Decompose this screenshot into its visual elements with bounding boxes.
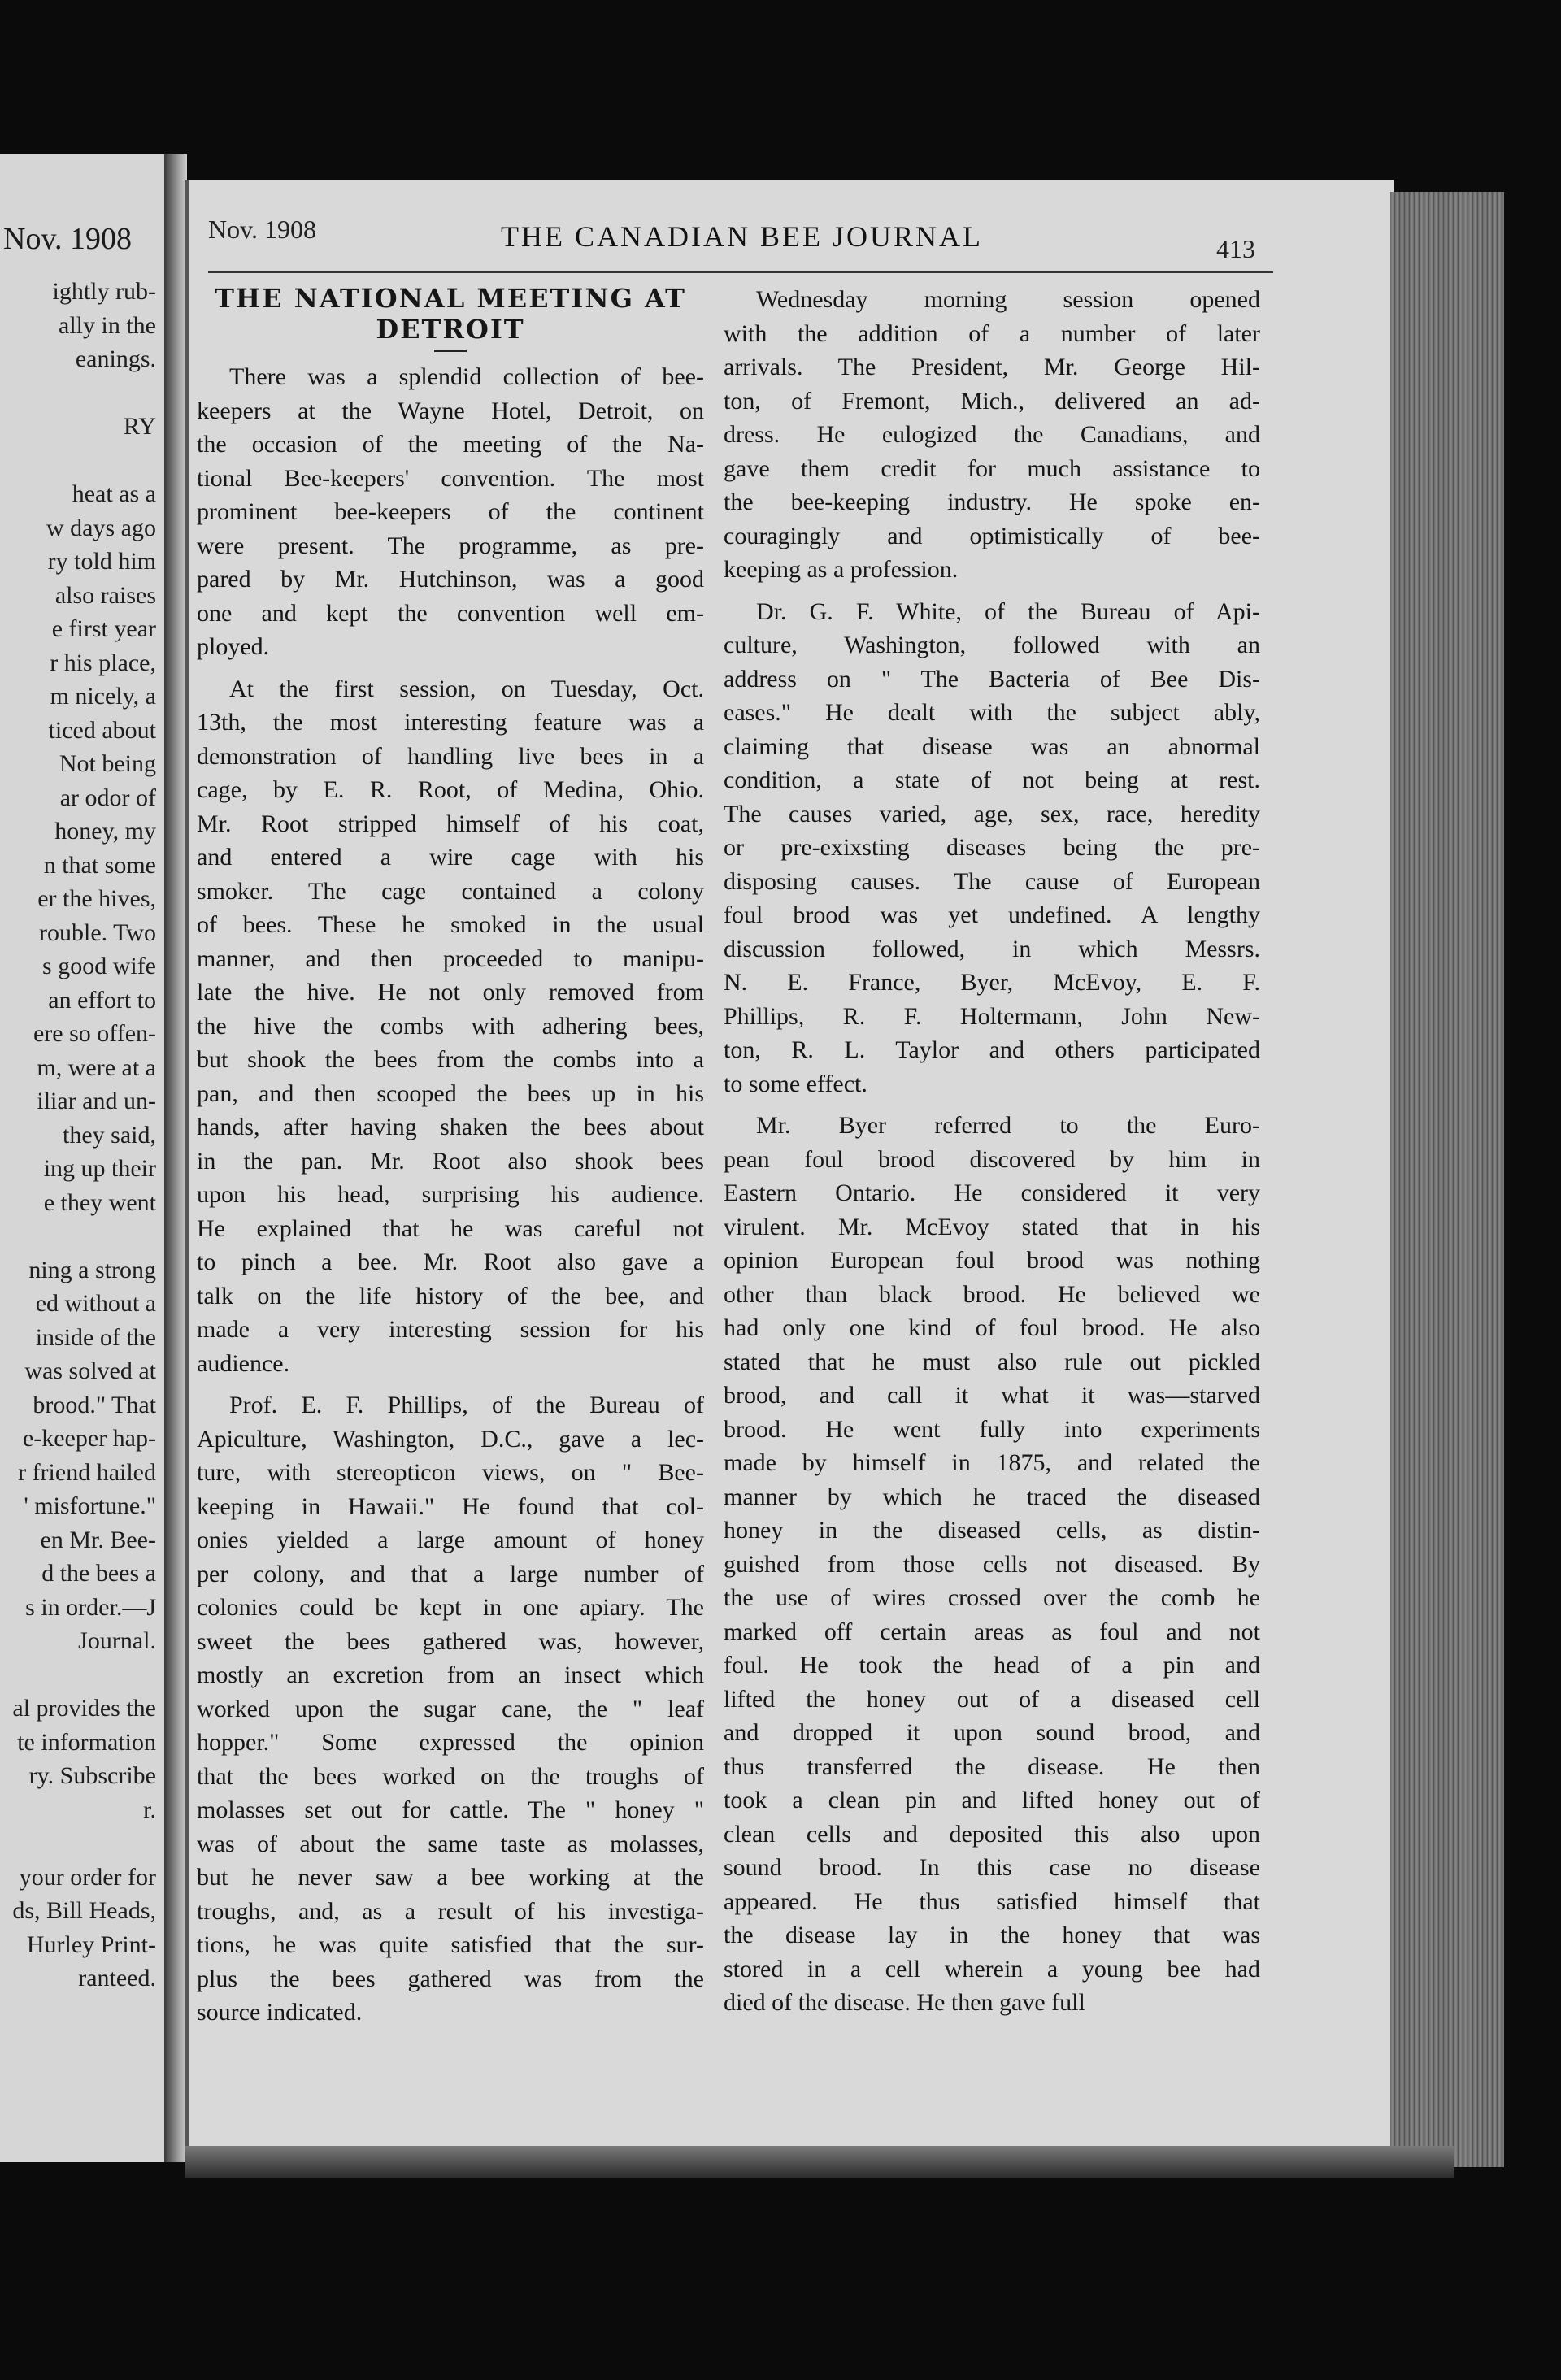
text-line: that the bees worked on the troughs of <box>197 1762 704 1790</box>
left-page-line: ing up their <box>43 1155 156 1182</box>
left-page-line: ds, Bill Heads, <box>12 1897 156 1924</box>
left-page-line: s in order.—J <box>25 1593 156 1621</box>
text-line: took a clean pin and lifted honey out of <box>724 1787 1260 1813</box>
text-line: arrivals. The President, Mr. George Hil- <box>724 354 1260 380</box>
text-line: guished from those cells not diseased. By <box>724 1550 1260 1578</box>
text-line: sound brood. In this case no disease <box>724 1854 1260 1881</box>
left-column-text <box>197 360 704 2030</box>
left-page-line: r friend hailed <box>18 1458 156 1486</box>
left-page-line: ar odor of <box>59 784 156 811</box>
left-page-line: e they went <box>43 1188 156 1216</box>
text-line: made a very interesting session for his <box>197 1316 704 1343</box>
text-line: source indicated. <box>197 1999 363 2026</box>
text-line: talk on the life history of the bee, and <box>197 1282 704 1309</box>
text-line: in the pan. Mr. Root also shook bees <box>197 1147 704 1175</box>
text-line: virulent. Mr. McEvoy stated that in his <box>724 1213 1260 1240</box>
text-line: to some effect. <box>724 1070 867 1097</box>
left-page-line <box>0 1219 159 1253</box>
text-line: claiming that disease was an abnormal <box>724 732 1260 760</box>
text-line: the use of wires crossed over the comb he <box>724 1584 1260 1611</box>
left-page-line: ightly rub- <box>52 278 156 305</box>
left-page-line: m, were at a <box>37 1053 156 1081</box>
text-line: ton, R. L. Taylor and others participated <box>724 1036 1260 1063</box>
left-page-line: al provides the <box>12 1695 156 1722</box>
text-line: other than black brood. He believed we <box>724 1280 1260 1308</box>
text-line: pared by Mr. Hutchinson, was a good <box>197 566 704 593</box>
text-line: worked upon the sugar cane, the " leaf <box>197 1695 704 1722</box>
text-line: audience. <box>197 1349 290 1377</box>
text-line: the hive the combs with adhering bees, <box>197 1012 704 1040</box>
text-line: the bee-keeping industry. He spoke en- <box>724 489 1260 515</box>
text-line: stated that he must also rule out pickled <box>724 1348 1260 1375</box>
text-line: keeping in Hawaii." He found that col- <box>197 1492 704 1520</box>
text-line: foul brood was yet undefined. A lengthy <box>724 901 1260 928</box>
text-line: Apiculture, Washington, D.C., gave a lec- <box>197 1425 704 1453</box>
left-page-line: they said, <box>63 1121 156 1149</box>
left-page-line: ry. Subscribe <box>28 1762 156 1789</box>
text-line: of bees. These he smoked in the usual <box>197 911 704 938</box>
left-page-line: er the hives, <box>37 885 156 912</box>
text-line: stored in a cell wherein a young bee had <box>724 1955 1260 1983</box>
left-page-line: w days ago <box>46 514 156 541</box>
left-page-line: ere so offen- <box>33 1020 156 1047</box>
title-rule <box>434 350 467 352</box>
text-line: keepers at the Wayne Hotel, Detroit, on <box>197 397 704 424</box>
text-line: hopper." Some expressed the opinion <box>197 1729 704 1756</box>
text-line: cage, by E. R. Root, of Medina, Ohio. <box>197 776 704 803</box>
text-line: ture, with stereopticon views, on " Bee- <box>197 1459 704 1486</box>
text-line: late the hive. He not only removed from <box>197 979 704 1005</box>
text-line: demonstration of handling live bees in a <box>197 742 704 770</box>
text-line: tional Bee-keepers' convention. The most <box>197 464 704 492</box>
text-line: Dr. G. F. White, of the Bureau of Api- <box>756 597 1260 625</box>
running-head-date: Nov. 1908 <box>208 215 317 244</box>
text-line: with the addition of a number of later <box>724 319 1260 347</box>
left-page-line: ry told him <box>47 548 156 575</box>
left-page-line: eanings. <box>75 345 156 372</box>
left-page-line: Hurley Print- <box>26 1930 156 1958</box>
text-line: There was a splendid collection of bee- <box>229 363 704 390</box>
text-line: culture, Washington, followed with an <box>724 632 1260 658</box>
left-page-line: inside of the <box>35 1323 156 1351</box>
text-line: dress. He eulogized the Canadians, and <box>724 421 1260 448</box>
text-line: At the first session, on Tuesday, Oct. <box>229 675 704 702</box>
left-page-line: Not being <box>59 750 156 777</box>
left-page-line: en Mr. Bee- <box>40 1526 156 1553</box>
text-line: pan, and then scooped the bees up in his <box>197 1079 704 1107</box>
text-line: manner by which he traced the diseased <box>724 1483 1260 1510</box>
left-page-line: ally in the <box>59 311 156 339</box>
text-line: appeared. He thus satisfied himself that <box>724 1887 1260 1915</box>
text-line: ployed. <box>197 633 270 660</box>
left-column <box>197 283 704 2030</box>
book-bottom-edge <box>185 2146 1454 2178</box>
text-line: He explained that he was careful not <box>197 1214 704 1242</box>
text-line: hands, after having shaken the bees about <box>197 1114 704 1140</box>
text-line: but he never saw a bee working at the <box>197 1864 704 1891</box>
left-page-line: an effort to <box>48 986 156 1014</box>
left-page-line <box>0 1826 159 1861</box>
text-line: honey in the diseased cells, as distin- <box>724 1517 1260 1544</box>
left-page-line: your order for <box>19 1863 156 1891</box>
text-line: died of the disease. He then gave full <box>724 1989 1085 2016</box>
left-page-line: ed without a <box>35 1290 156 1317</box>
text-line: disposing causes. The cause of European <box>724 867 1260 895</box>
page-number: 413 <box>1216 234 1255 263</box>
text-line: to pinch a bee. Mr. Root also gave a <box>197 1249 704 1275</box>
article-title-line2: DETROIT <box>376 314 525 345</box>
left-page-line: te information <box>17 1728 156 1756</box>
left-page-line: e-keeper hap- <box>22 1425 156 1452</box>
text-line: sweet the bees gathered was, however, <box>197 1627 704 1655</box>
text-line: Wednesday morning session opened <box>756 286 1260 313</box>
text-line: Eastern Ontario. He considered it very <box>724 1179 1260 1206</box>
book-page-edges <box>1390 192 1504 2167</box>
text-line: Mr. Root stripped himself of his coat, <box>197 810 704 837</box>
left-page-line <box>0 444 159 478</box>
running-head-journal-title: THE CANADIAN BEE JOURNAL <box>501 220 983 253</box>
text-line: the disease lay in the honey that was <box>724 1922 1260 1948</box>
text-line: the occasion of the meeting of the Na- <box>197 431 704 458</box>
text-line: Phillips, R. F. Holtermann, John New- <box>724 1002 1260 1030</box>
right-column <box>724 283 1260 2020</box>
left-page-line: ranteed. <box>78 1965 156 1991</box>
left-page-line: s good wife <box>42 953 156 979</box>
text-line: per colony, and that a large number of <box>197 1560 704 1587</box>
text-line: made by himself in 1875, and related the <box>724 1449 1260 1476</box>
text-line: mostly an excretion from an insect which <box>197 1661 704 1688</box>
text-line: 13th, the most interesting feature was a <box>197 709 704 736</box>
text-line: foul. He took the head of a pin and <box>724 1652 1260 1679</box>
text-line: couragingly and optimistically of bee- <box>724 522 1260 549</box>
left-page-line: rouble. Two <box>39 919 156 946</box>
left-page-line: e first year <box>51 615 156 642</box>
left-page-line: iliar and un- <box>37 1088 156 1114</box>
right-column-text <box>724 283 1260 2020</box>
left-page-line: ning a strong <box>28 1256 156 1283</box>
text-line: smoker. The cage contained a colony <box>197 877 704 905</box>
left-page-line <box>0 376 159 410</box>
text-line: N. E. France, Byer, McEvoy, E. F. <box>724 969 1260 996</box>
text-line: brood, and call it what it was—starved <box>724 1382 1260 1409</box>
text-line: onies yielded a large amount of honey <box>197 1527 704 1553</box>
left-page-line: honey, my <box>54 818 156 845</box>
text-line: prominent bee-keepers of the continent <box>197 498 704 525</box>
text-line: clean cells and deposited this also upon <box>724 1820 1260 1848</box>
left-page-line: also raises <box>54 581 156 609</box>
left-page-line: brood." That <box>33 1391 156 1418</box>
text-line: were present. The programme, as pre- <box>197 532 704 559</box>
text-line: or pre-exixsting diseases being the pre- <box>724 834 1260 861</box>
text-line: The causes varied, age, sex, race, heredity <box>724 800 1260 827</box>
left-page-line: d the bees a <box>41 1560 156 1587</box>
left-page-line: r. <box>143 1796 156 1823</box>
text-line: manner, and then proceeded to manipu- <box>197 945 704 972</box>
text-line: had only one kind of foul brood. He also <box>724 1314 1260 1341</box>
left-page-line: n that some <box>43 851 156 879</box>
text-line: Prof. E. F. Phillips, of the Bureau of <box>229 1392 704 1418</box>
left-page-text <box>0 275 159 1996</box>
left-page-line: heat as a <box>72 480 156 507</box>
text-line: and dropped it upon sound brood, and <box>724 1719 1260 1746</box>
left-page-line: RY <box>123 413 156 440</box>
text-line: molasses set out for cattle. The " honey " <box>197 1796 704 1823</box>
text-line: tions, he was quite satisfied that the sur- <box>197 1931 704 1958</box>
article-title-line1: THE NATIONAL MEETING AT <box>215 283 686 314</box>
right-page <box>185 180 1394 2146</box>
text-line: pean foul brood discovered by him in <box>724 1145 1260 1173</box>
text-line: and entered a wire cage with his <box>197 844 704 871</box>
left-page-line <box>0 1658 159 1692</box>
text-line: condition, a state of not being at rest. <box>724 767 1260 793</box>
text-line: marked off certain areas as foul and not <box>724 1618 1260 1645</box>
text-line: but shook the bees from the combs into a <box>197 1046 704 1073</box>
running-head <box>208 205 1265 262</box>
text-line: opinion European foul brood was nothing <box>724 1247 1260 1274</box>
left-page-header: Nov. 1908 <box>3 222 132 256</box>
left-page-fragment <box>0 154 169 2162</box>
text-line: ton, of Fremont, Mich., delivered an ad- <box>724 387 1260 415</box>
header-rule <box>208 271 1273 273</box>
text-line: keeping as a profession. <box>724 556 959 583</box>
text-line: discussion followed, in which Messrs. <box>724 935 1260 962</box>
article-title <box>197 283 704 345</box>
text-line: eases." He dealt with the subject ably, <box>724 699 1260 726</box>
left-page-line: r his place, <box>50 649 156 676</box>
text-line: lifted the honey out of a diseased cell <box>724 1685 1260 1713</box>
text-line: one and kept the convention well em- <box>197 599 704 627</box>
left-page-line: ticed about <box>48 716 156 744</box>
text-line: brood. He went fully into experiments <box>724 1415 1260 1443</box>
left-page-line: ' misfortune." <box>24 1492 156 1519</box>
left-page-line: m nicely, a <box>50 683 156 710</box>
text-line: troughs, and, as a result of his investiga- <box>197 1897 704 1925</box>
left-page-line: Journal. <box>78 1627 156 1654</box>
text-line: thus transferred the disease. He then <box>724 1752 1260 1780</box>
text-line: plus the bees gathered was from the <box>197 1965 704 1992</box>
text-line: was of about the same taste as molasses, <box>197 1830 704 1857</box>
text-line: Mr. Byer referred to the Euro- <box>756 1112 1260 1139</box>
left-page-line: was solved at <box>24 1357 156 1384</box>
book-gutter <box>164 154 187 2162</box>
text-line: address on " The Bacteria of Bee Dis- <box>724 665 1260 693</box>
text-line: gave them credit for much assistance to <box>724 454 1260 482</box>
text-line: colonies could be kept in one apiary. The <box>197 1594 704 1621</box>
text-line: upon his head, surprising his audience. <box>197 1181 704 1208</box>
